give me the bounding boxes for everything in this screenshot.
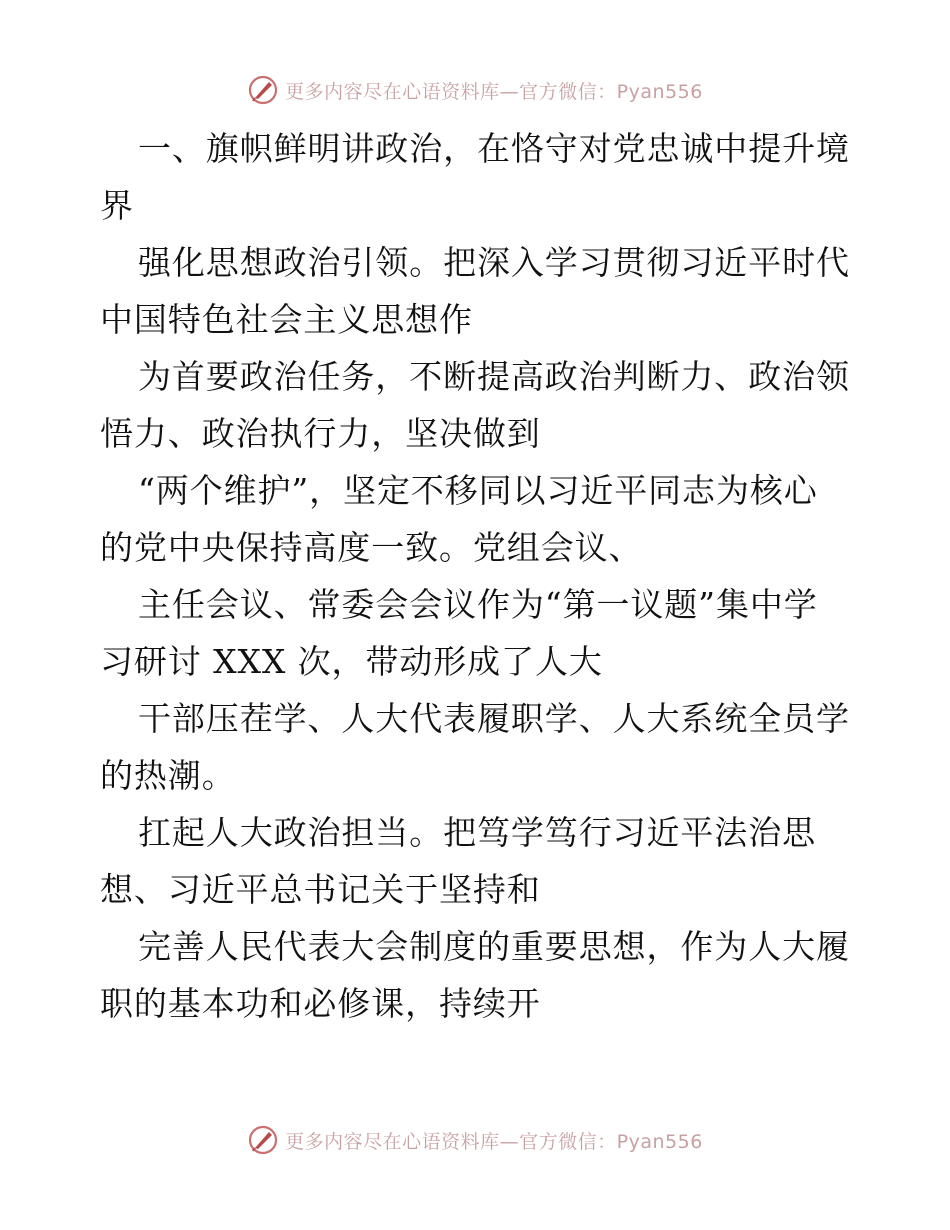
text-line: 界 xyxy=(100,186,134,225)
paragraph xyxy=(100,576,852,690)
text-line: 干部压茬学、人大代表履职学、人大系统全员学 xyxy=(138,699,850,738)
text-line: 扛起人大政治担当。把笃学笃行习近平法治思 xyxy=(138,813,816,852)
paragraph xyxy=(100,234,852,348)
text-line: 悟力、政治执行力，坚决做到 xyxy=(100,414,541,453)
text-line: 的热潮。 xyxy=(100,756,236,795)
text-line: 强化思想政治引领。把深入学习贯彻习近平时代 xyxy=(138,243,850,282)
document-body xyxy=(100,120,852,1032)
text-line: 中国特色社会主义思想作 xyxy=(100,300,473,339)
header-watermark xyxy=(0,72,950,108)
text-line: 习研讨 XXX 次，带动形成了人大 xyxy=(100,642,603,681)
paragraph xyxy=(100,120,852,234)
watermark-text: 更多内容尽在心语资料库—官方微信：Pyan556 xyxy=(285,1130,703,1153)
text-line: 完善人民代表大会制度的重要思想，作为人大履 xyxy=(138,927,850,966)
paragraph xyxy=(100,804,852,918)
paragraph xyxy=(100,348,852,462)
paragraph xyxy=(100,690,852,804)
text-line: 一、旗帜鲜明讲政治，在恪守对党忠诚中提升境 xyxy=(138,129,850,168)
paragraph xyxy=(100,918,852,1032)
paragraph xyxy=(100,462,852,576)
quill-pen-circle-icon xyxy=(247,1124,279,1156)
watermark-text: 更多内容尽在心语资料库—官方微信：Pyan556 xyxy=(285,80,703,103)
text-line: 主任会议、常委会会议作为“第一议题”集中学 xyxy=(138,585,818,624)
text-line: 的党中央保持高度一致。党组会议、 xyxy=(100,528,643,567)
quill-pen-circle-icon xyxy=(247,74,279,106)
text-line: 职的基本功和必修课，持续开 xyxy=(100,984,541,1023)
footer-watermark xyxy=(0,1122,950,1158)
text-line: “两个维护”，坚定不移同以习近平同志为核心 xyxy=(138,471,818,510)
text-line: 为首要政治任务，不断提高政治判断力、政治领 xyxy=(138,357,850,396)
text-line: 想、习近平总书记关于坚持和 xyxy=(100,870,541,909)
